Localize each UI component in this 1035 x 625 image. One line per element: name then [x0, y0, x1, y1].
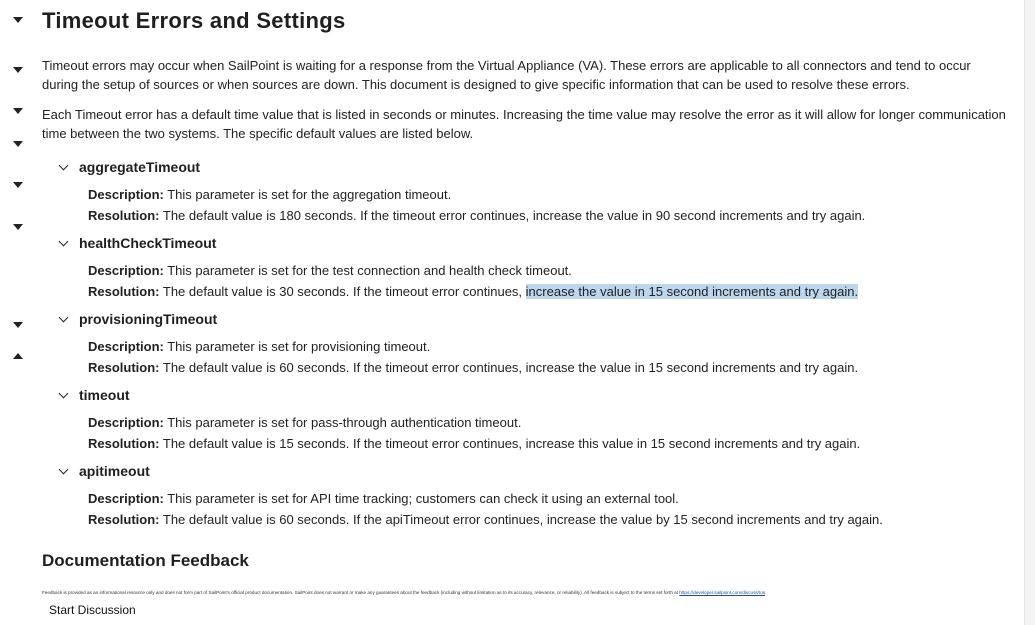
caret-down-icon[interactable] — [13, 224, 23, 230]
section-description — [88, 338, 430, 356]
chevron-down-icon — [59, 160, 69, 170]
description-text: This parameter is set for provisioning timeout. — [167, 339, 431, 354]
caret-down-icon[interactable] — [13, 322, 23, 328]
section-resolution — [88, 359, 858, 377]
description-text: This parameter is set for pass-through authentication timeout. — [167, 415, 522, 430]
resolution-text: The default value is 60 seconds. If the timeout error continues, increase the value in 15 second increments and try again. — [162, 360, 859, 375]
intro-paragraph-1: Timeout errors may occur when SailPoint is waiting for a response from the Virtual Appliance (VA). These errors are applicable to all connectors and tend to occur during the setup of sources or when sources are down. This document is designed to give specific information that can be used to resolve these errors. — [42, 58, 971, 92]
caret-down-icon[interactable] — [13, 108, 23, 114]
caret-down-icon[interactable] — [13, 141, 23, 147]
selected-text[interactable]: increase the value in 15 second increments and try again. — [525, 284, 859, 299]
section-description — [88, 186, 451, 204]
section-resolution — [88, 283, 858, 301]
resolution-text: The default value is 60 seconds. If the apiTimeout error continues, increase the value by 15 second increments and try again. — [162, 512, 883, 527]
start-discussion-button[interactable]: Start Discussion — [49, 603, 136, 617]
resolution-label: Resolution: — [88, 360, 160, 375]
description-label: Description: — [88, 263, 164, 278]
section-title: apitimeout — [79, 463, 150, 479]
section-description — [88, 414, 521, 432]
caret-down-icon[interactable] — [13, 67, 23, 73]
caret-down-icon[interactable] — [13, 182, 23, 188]
description-label: Description: — [88, 187, 164, 202]
section-title: aggregateTimeout — [79, 159, 201, 175]
caret-down-icon[interactable] — [13, 17, 23, 23]
description-text: This parameter is set for API time tracking; customers can check it using an external tool. — [167, 491, 679, 506]
section-title: healthCheckTimeout — [79, 235, 217, 251]
chevron-down-icon — [59, 236, 69, 246]
description-label: Description: — [88, 339, 164, 354]
resolution-label: Resolution: — [88, 284, 160, 299]
section-title: provisioningTimeout — [79, 311, 218, 327]
section-header-healthchecktimeout[interactable] — [60, 234, 216, 252]
chevron-down-icon — [59, 312, 69, 322]
caret-up-icon[interactable] — [13, 353, 23, 359]
page-title: Timeout Errors and Settings — [42, 8, 346, 33]
description-label: Description: — [88, 491, 164, 506]
disclaimer-text: Feedback is provided as an informational resource only and does not form part of SailPoint's official product documentation. SailPoint does not warrant or make any guarantees about the feedback (including without limitation as to its accuracy, relevance, or reliability). All feedback is subject to the terms set forth at — [42, 590, 680, 595]
resolution-text: The default value is 30 seconds. If the timeout error continues, — [162, 284, 526, 299]
section-title: timeout — [79, 387, 130, 403]
feedback-heading: Documentation Feedback — [42, 551, 249, 570]
chevron-down-icon — [59, 464, 69, 474]
description-label: Description: — [88, 415, 164, 430]
feedback-disclaimer — [42, 590, 1007, 596]
intro-paragraph-2: Each Timeout error has a default time value that is listed in seconds or minutes. Increasing the time value may resolve the error as it will allow for longer communication time between the two systems. The specific default values are listed below. — [42, 107, 1006, 141]
terms-link[interactable]: https://developer.sailpoint.com/discuss/tos — [679, 590, 766, 595]
description-text: This parameter is set for the test connection and health check timeout. — [167, 263, 572, 278]
section-header-provisioningtimeout[interactable] — [60, 310, 217, 328]
section-resolution — [88, 207, 865, 225]
section-resolution — [88, 511, 883, 529]
resolution-label: Resolution: — [88, 512, 160, 527]
resolution-label: Resolution: — [88, 208, 160, 223]
section-header-apitimeout[interactable] — [60, 462, 150, 480]
section-description — [88, 262, 572, 280]
description-text: This parameter is set for the aggregation timeout. — [167, 187, 452, 202]
section-header-timeout[interactable] — [60, 386, 130, 404]
section-header-aggregatetimeout[interactable] — [60, 158, 200, 176]
resolution-text: The default value is 180 seconds. If the timeout error continues, increase the value in 90 second increments and try again. — [162, 208, 866, 223]
vertical-scrollbar[interactable] — [1024, 0, 1035, 625]
section-description — [88, 490, 679, 508]
resolution-label: Resolution: — [88, 436, 160, 451]
disclaimer-end: . — [765, 590, 767, 595]
resolution-text: The default value is 15 seconds. If the timeout error continues, increase this value in 15 second increments and try again. — [162, 436, 861, 451]
section-resolution — [88, 435, 860, 453]
chevron-down-icon — [59, 388, 69, 398]
